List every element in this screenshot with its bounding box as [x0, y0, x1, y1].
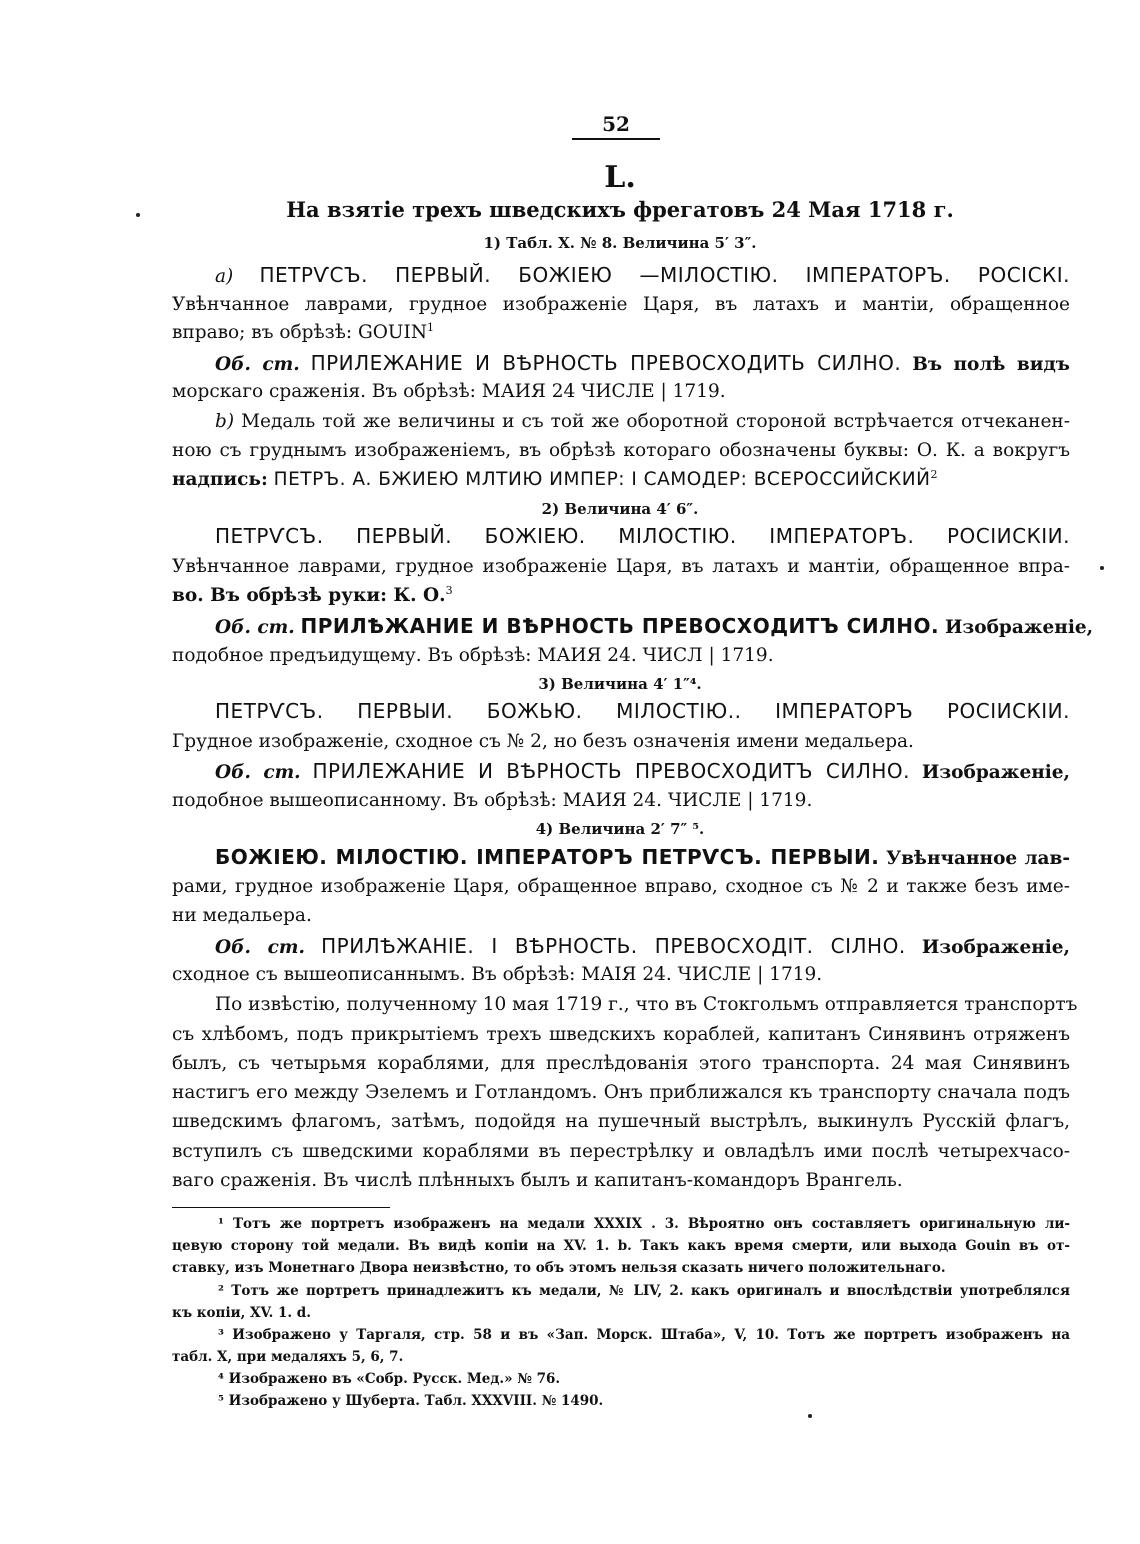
variant-3-reverse-line: подобное вышеописанному. Въ обрѣзѣ: МАИЯ 24. ЧИСЛЕ | 1719.	[172, 790, 813, 811]
section-heading: На взятіе трехъ шведскихъ фрегатовъ 24 Мая 1718 г.	[286, 197, 954, 222]
footnote-4	[218, 1368, 1070, 1390]
reverse-desc: Изображеніе,	[921, 937, 1070, 958]
footnote-number: ⁵	[218, 1393, 224, 1409]
variant-4-desc-line: рами, грудное изображеніе Царя, обращенное вправо, сходное съ № 2 и также безъ име-	[172, 876, 1070, 897]
variant-4-obverse-line	[215, 843, 1070, 873]
variant-4-reverse-line	[215, 932, 1070, 962]
scan-speck	[808, 1414, 812, 1418]
obverse-legend-text: ПЕТРѴСЪ. ПЕРВЫЙ. БОЖІЕЮ. МІЛОСТІЮ. ІМПЕРАТОРЪ. РОСІИСКІИ.	[215, 524, 1070, 548]
footnote-text: Изображено у Шуберта. Табл. XXXVIII. № 1490.	[228, 1393, 604, 1409]
reverse-mark: Об. ст.	[215, 354, 300, 375]
footnote-ref: 3	[445, 583, 453, 597]
scan-speck	[136, 213, 140, 217]
section-numeral: L.	[604, 160, 636, 195]
footnote-1	[218, 1213, 1070, 1235]
footnote-text: Изображено у Таргаля, стр. 58 и въ «Зап. Морск. Штаба», V, 10. Тотъ же портретъ изображенъ на	[232, 1327, 1070, 1343]
page-number: 52	[602, 112, 630, 136]
footnote-rule	[172, 1207, 390, 1208]
variant-1a-obverse-legend	[215, 261, 1070, 291]
variant-3-size: 3) Величина 4′ 1″⁴.	[538, 675, 702, 693]
variant-1-reverse-line: морскаго сраженія. Въ обрѣзѣ: МАИЯ 24 ЧИСЛЕ | 1719.	[172, 381, 726, 402]
variant-a-mark: a)	[215, 266, 234, 287]
reverse-legend-text: ПРИЛЕЖАНИЕ И ВѢРНОСТЬ ПРЕВОСХОДИТЬ СИЛНО.	[310, 351, 902, 375]
variant-b-text: Медаль той же величины и съ той же оборотной стороной встрѣчается отчеканен-	[241, 411, 1070, 432]
footnote-3-line: табл. X, при медаляхъ 5, 6, 7.	[172, 1349, 404, 1365]
variant-1a-desc-line: Увѣнчанное лаврами, грудное изображеніе Царя, въ латахъ и мантіи, обращенное	[172, 294, 1070, 315]
variant-b-mark: b)	[215, 411, 235, 432]
reverse-desc: Изображеніе,	[921, 762, 1070, 783]
footnote-text: Изображено въ «Собр. Русск. Мед.» № 76.	[228, 1371, 561, 1387]
scan-speck	[1100, 566, 1104, 570]
variant-2-reverse-line: подобное предъидущему. Въ обрѣзѣ: МАИЯ 24. ЧИСЛ | 1719.	[172, 645, 774, 666]
inscription-label: надпись:	[172, 469, 268, 490]
footnote-2	[218, 1280, 1070, 1302]
reverse-desc: Въ полѣ видъ	[912, 354, 1070, 375]
narrative-line: былъ, съ четырьмя кораблями, для преслѣдованія этого транспорта. 24 мая Синявинъ	[172, 1053, 1070, 1074]
footnote-number: ³	[218, 1327, 224, 1343]
footnote-1-line: цевую сторону той медали. Въ видѣ копіи на XV. 1. b. Такъ какъ время смерти, или выхода Gouin въ от-	[172, 1238, 1070, 1254]
narrative-line: ваго сраженія. Въ числѣ плѣнныхъ былъ и капитанъ-командоръ Врангель.	[172, 1170, 903, 1191]
narrative-line: съ хлѣбомъ, подъ прикрытіемъ трехъ шведскихъ кораблей, капитанъ Синявинъ отряженъ	[172, 1024, 1070, 1045]
desc-text: во. Въ обрѣзѣ руки: К. О.	[172, 585, 446, 606]
variant-3-reverse-line	[215, 757, 1070, 787]
obverse-legend-text: ПЕТРѴСЪ. ПЕРВЫЙ. БОЖІЕЮ —МІЛОСТІЮ. ІМПЕРАТОРЪ. РОСІСКІ.	[259, 263, 1070, 287]
narrative-line: шведскимъ флагомъ, затѣмъ, подойдя на пушечный выстрѣлъ, выкинулъ Русскій флагъ,	[172, 1111, 1070, 1132]
variant-3-desc-line: Грудное изображеніе, сходное съ № 2, но безъ означенія имени медальера.	[172, 731, 914, 752]
footnote-text: Тотъ же портретъ изображенъ на медали XXXIX . 3. Вѣроятно онъ составляетъ оригинальную ли-	[232, 1216, 1070, 1232]
variant-4-reverse-line: сходное съ вышеописаннымъ. Въ обрѣзѣ: МАІЯ 24. ЧИСЛЕ | 1719.	[172, 964, 823, 985]
reverse-legend-text: ПРИЛѢЖАНИЕ И ВѢРНОСТЬ ПРЕВОСХОДИТЪ СИЛНО.	[300, 614, 940, 638]
footnote-2-line: къ копіи, XV. 1. d.	[172, 1305, 311, 1321]
narrative-line: настигъ его между Эзелемъ и Готландомъ. Онъ приближался къ транспорту сначала подъ	[172, 1082, 1070, 1103]
page-number-rule	[572, 138, 660, 140]
variant-1b-line	[215, 408, 1070, 436]
variant-2-obverse-legend	[215, 522, 1070, 552]
desc-text: вправо; въ обрѣзѣ: GOUIN	[172, 322, 428, 343]
variant-3-obverse-legend	[215, 697, 1070, 727]
obverse-legend-text: БОЖІЕЮ. МІЛОСТІЮ. ІМПЕРАТОРЪ ПЕТРѴСЪ. ПЕРВЫИ.	[215, 845, 880, 869]
variant-2-desc-line: Увѣнчанное лаврами, грудное изображеніе Царя, въ латахъ и мантіи, обращенное впра-	[172, 556, 1070, 577]
obverse-legend-text: ПЕТРѴСЪ. ПЕРВЫИ. БОЖЬЮ. МІЛОСТІЮ.. ІМПЕРАТОРЪ РОСІИСКІИ.	[215, 699, 1070, 723]
footnote-text: Тотъ же портретъ принадлежитъ къ медали, № LIV, 2. какъ оригиналъ и впослѣдствіи употреблялся	[231, 1283, 1070, 1299]
variant-1a-desc-line	[172, 319, 1070, 347]
reverse-legend-text: ПРИЛЕЖАНИЕ И ВѢРНОСТЬ ПРЕВОСХОДИТЪ СИЛНО.	[312, 759, 910, 783]
footnote-ref: 2	[930, 467, 938, 481]
variant-2-size: 2) Величина 4′ 6″.	[541, 500, 699, 518]
footnote-3	[218, 1324, 1070, 1346]
reverse-mark: Об. ст.	[215, 617, 295, 638]
footnote-1-line: ставку, изъ Монетнаго Двора неизвѣстно, то объ этомъ нельзя сказать ничего положительнаго.	[172, 1260, 946, 1276]
footnote-number: ⁴	[218, 1371, 224, 1387]
variant-2-reverse-line	[215, 612, 1094, 642]
variant-1b-line	[172, 466, 1070, 494]
reverse-mark: Об. ст.	[215, 762, 301, 783]
variant-4-desc-line: ни медальера.	[172, 905, 312, 926]
variant-1-reverse-line	[215, 349, 1070, 379]
reverse-desc: Изображеніе,	[944, 617, 1094, 638]
desc-text: Увѣнчанное лав-	[886, 848, 1071, 869]
reverse-legend-text: ПРИЛѢЖАНІЕ. І ВѢРНОСТЬ. ПРЕВОСХОДІТ. СІЛНО.	[321, 934, 906, 958]
variant-1-size: 1) Табл. X. № 8. Величина 5′ 3″.	[483, 234, 757, 252]
inscription-legend: ПЕТРЪ. А. БЖИЕЮ МЛТИЮ ИМПЕР: І САМОДЕР: ВСЕРОССИЙСКИЙ	[273, 469, 931, 490]
variant-4-size: 4) Величина 2′ 7″ ⁵.	[535, 820, 705, 838]
footnote-number: ²	[218, 1283, 224, 1299]
reverse-mark: Об. ст.	[215, 937, 305, 958]
variant-1b-line: ною съ груднымъ изображеніемъ, въ обрѣзѣ котораго обозначены буквы: О. К. а вокругъ	[172, 440, 1070, 461]
footnote-5	[218, 1390, 1070, 1412]
footnote-number: ¹	[218, 1216, 224, 1232]
narrative-line: вступилъ съ шведскими кораблями въ перестрѣлку и овладѣлъ ими послѣ четырехчасо-	[172, 1141, 1070, 1162]
variant-2-desc-line	[172, 582, 1070, 610]
footnote-ref: 1	[427, 320, 435, 334]
narrative-line: По извѣстію, полученному 10 мая 1719 г., что въ Стокгольмъ отправляется транспортъ	[215, 994, 1078, 1015]
